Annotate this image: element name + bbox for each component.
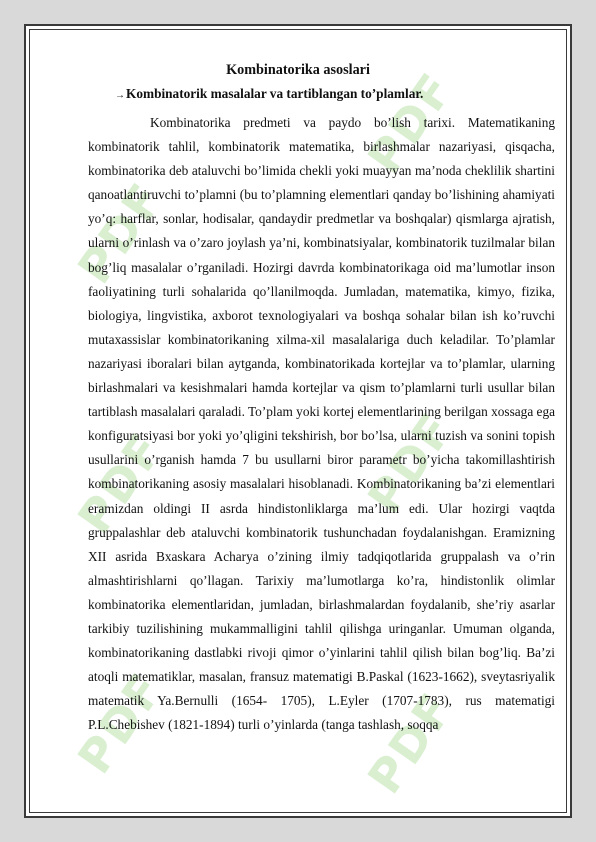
watermark: PDF bbox=[357, 682, 465, 804]
watermark: PDF bbox=[67, 172, 175, 294]
page-title: Kombinatorika asoslari bbox=[226, 62, 370, 78]
section-heading-text: Kombinatorik masalalar va tartiblangan to’plamlar. bbox=[126, 86, 424, 101]
section-heading bbox=[115, 86, 423, 102]
watermark: PDF bbox=[357, 402, 465, 524]
document-page bbox=[24, 24, 572, 818]
watermark: PDF bbox=[67, 422, 175, 544]
watermark: PDF bbox=[357, 62, 465, 184]
watermark: PDF bbox=[67, 662, 175, 784]
body-paragraph: Kombinatorika predmeti va paydo bo’lish tarixi. Matematikaning kombinatorik tahlil, kombinatorik matematika, birlashmalar nazariyasi, qisqacha, kombinatorika deb ataluvchi bo’limida chekli yoki muayyan ma’noda cheklilik shartini qanoatlantiruvchi to’plamni (bu to’plamning elementlari qanday bo’lishining ahamiyati yo’q: harflar, sonlar, hodisalar, qandaydir predmetlar va boshqalar) qismlarga ajratish, ularni o’rinlash va o’zaro joylash ya’ni, kombinatsiyalar, kombinatorik tuzilmalar bilan bog’liq masalalar o’rganiladi. Hozirgi davrda kombinatorikaga oid ma’lumotlar inson faoliyatining turli sohalarida qo’llanilmoqda. Jumladan, matematika, kimyo, fizika, biologiya, lingvistika, axborot texnologiyalari va boshqa sohalar bilan ish ko’ruvchi mutaxassislar kombinatorikaning xilma-xil masalalariga duch keladilar. To’plamlar nazariyasi iboralari bilan aytganda, kombinatorikada kortejlar va to’plamlar, ularning birlashmalari va kesishmalari hamda kortejlar va qism to’plamlarni turli usullar bilan tartiblash masalalari qaraladi. To’plam yoki kortej elementlarining berilgan xossaga ega konfiguratsiyasi bor yoki yo’qligini tekshirish, bor bo’lsa, ularni tuzish va sonini topish usullarini o’rganish hamda 7 bu usullarni biror parametr bo’yicha takomillashtirish kombinatorikaning asosiy masalalari hisoblanadi. Kombinatorikaning ba’zi elementlari eramizdan oldingi II asrda hindistonliklarga ma’lum edi. Ular hozirgi vaqtda gruppalashlar deb ataluvchi kombinatorik tushunchadan foydalanishgan. Eramizning XII asrida Bxaskara Acharya o’zining ilmiy tadqiqotlarida gruppalash va o’rin almashtirishlarni qo’llagan. Tarixiy ma’lumotlarga ko’ra, hindistonlik olimlar kombinatorika elementlaridan, jumladan, birlashmalardan foydalanib, she’riy asarlar tarkibiy tuzilishining mukammalligini tahlil qilishga uringanlar. Umuman olganda, kombinatorikaning dastlabki rivoji qimor o’yinlarini tahlil qilish bilan bog’liq. Ba’zi atoqli matematiklar, masalan, fransuz matematigi B.Paskal (1623-1662), sveytasriyalik matematik Ya.Bernulli (1654- 1705), L.Eyler (1707-1783), rus matematigi P.L.Chebishev (1821-1894) turli o’yinlarda (tanga tashlash, soqqa bbox=[88, 115, 556, 733]
arrow-icon: → bbox=[115, 90, 125, 101]
